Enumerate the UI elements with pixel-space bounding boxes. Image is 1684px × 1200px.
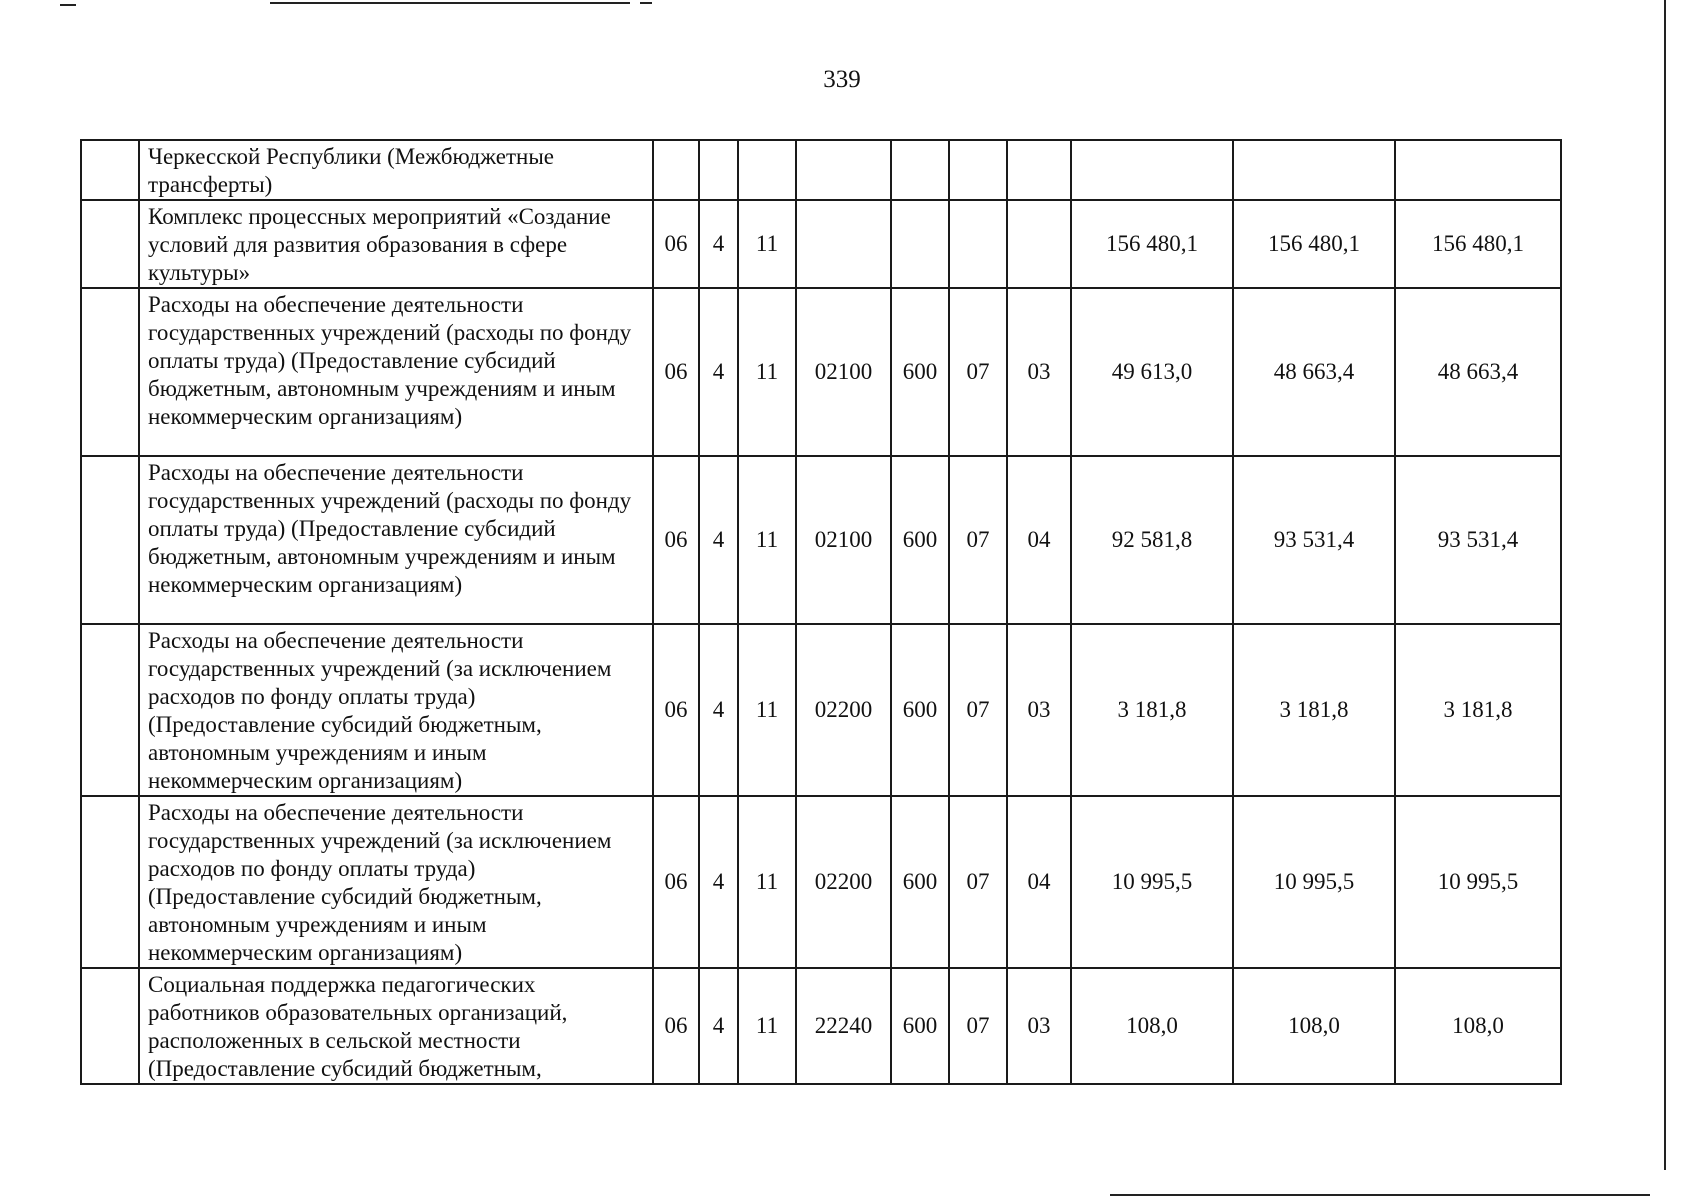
row-number-cell [81,456,139,624]
amount-year2-cell: 3 181,8 [1233,624,1395,796]
expense-name-cell: Расходы на обеспечение деятельности государственных учреждений (за исключением расходов по фонду оплаты труда) (Предоставление субсидий бюджетным, автономным учреждениям и иным некоммерческим организациям) [139,624,653,796]
amount-year3-cell: 156 480,1 [1395,200,1561,288]
expense-type-cell: 600 [891,624,949,796]
subprogram-code-cell: 11 [738,456,796,624]
division-cell [949,140,1007,200]
table-row [81,624,1561,796]
table-row [81,200,1561,288]
direction-code-cell: 02100 [796,288,891,456]
row-number-cell [81,140,139,200]
row-number-cell [81,288,139,456]
subdivision-cell [1007,140,1071,200]
amount-year3-cell: 108,0 [1395,968,1561,1084]
subprogram-code-cell: 11 [738,200,796,288]
amount-year1-cell: 92 581,8 [1071,456,1233,624]
amount-year2-cell: 93 531,4 [1233,456,1395,624]
subprogram-code-cell: 11 [738,288,796,456]
expense-name-cell: Расходы на обеспечение деятельности государственных учреждений (за исключением расходов по фонду оплаты труда) (Предоставление субсидий бюджетным, автономным учреждениям и иным некоммерческим организациям) [139,796,653,968]
subdivision-cell: 04 [1007,796,1071,968]
amount-year3-cell: 48 663,4 [1395,288,1561,456]
direction-code-cell [796,200,891,288]
section-code-cell: 06 [653,624,699,796]
scan-artifact-right-edge [1664,0,1666,1170]
program-code-cell: 4 [699,288,738,456]
amount-year2-cell [1233,140,1395,200]
amount-year3-cell: 3 181,8 [1395,624,1561,796]
division-cell: 07 [949,456,1007,624]
direction-code-cell: 02100 [796,456,891,624]
program-code-cell: 4 [699,796,738,968]
division-cell: 07 [949,288,1007,456]
expense-type-cell: 600 [891,968,949,1084]
subprogram-code-cell: 11 [738,624,796,796]
amount-year1-cell: 108,0 [1071,968,1233,1084]
section-code-cell: 06 [653,968,699,1084]
amount-year1-cell: 49 613,0 [1071,288,1233,456]
program-code-cell: 4 [699,624,738,796]
expense-name-cell: Расходы на обеспечение деятельности государственных учреждений (расходы по фонду оплаты труда) (Предоставление субсидий бюджетным, автономным учреждениям и иным некоммерческим организациям) [139,456,653,624]
direction-code-cell: 22240 [796,968,891,1084]
subdivision-cell: 03 [1007,624,1071,796]
expense-type-cell: 600 [891,288,949,456]
division-cell: 07 [949,796,1007,968]
division-cell [949,200,1007,288]
amount-year1-cell [1071,140,1233,200]
subprogram-code-cell [738,140,796,200]
table-row [81,456,1561,624]
subprogram-code-cell: 11 [738,796,796,968]
amount-year3-cell: 10 995,5 [1395,796,1561,968]
expense-name-cell: Социальная поддержка педагогических работников образовательных организаций, расположенных в сельской местности (Предоставление субсидий бюджетным, [139,968,653,1084]
direction-code-cell: 02200 [796,624,891,796]
expense-type-cell: 600 [891,456,949,624]
program-code-cell: 4 [699,968,738,1084]
subdivision-cell: 03 [1007,968,1071,1084]
subdivision-cell [1007,200,1071,288]
amount-year1-cell: 156 480,1 [1071,200,1233,288]
page-number: 339 [823,66,861,93]
expense-type-cell: 600 [891,796,949,968]
amount-year3-cell [1395,140,1561,200]
division-cell: 07 [949,624,1007,796]
amount-year2-cell: 108,0 [1233,968,1395,1084]
budget-table [80,139,1562,1085]
amount-year3-cell: 93 531,4 [1395,456,1561,624]
section-code-cell: 06 [653,288,699,456]
amount-year2-cell: 10 995,5 [1233,796,1395,968]
scan-artifact-top-line [640,2,652,4]
subprogram-code-cell: 11 [738,968,796,1084]
subdivision-cell: 04 [1007,456,1071,624]
scan-artifact-top-line [270,2,630,4]
row-number-cell [81,624,139,796]
amount-year2-cell: 156 480,1 [1233,200,1395,288]
expense-name-cell: Расходы на обеспечение деятельности государственных учреждений (расходы по фонду оплаты труда) (Предоставление субсидий бюджетным, автономным учреждениям и иным некоммерческим организациям) [139,288,653,456]
amount-year1-cell: 3 181,8 [1071,624,1233,796]
program-code-cell: 4 [699,456,738,624]
table-row [81,140,1561,200]
table-row [81,796,1561,968]
row-number-cell [81,796,139,968]
amount-year1-cell: 10 995,5 [1071,796,1233,968]
expense-type-cell [891,200,949,288]
section-code-cell: 06 [653,456,699,624]
table-row [81,968,1561,1084]
subdivision-cell: 03 [1007,288,1071,456]
division-cell: 07 [949,968,1007,1084]
scan-artifact-bottom-line [1110,1194,1650,1196]
program-code-cell [699,140,738,200]
section-code-cell: 06 [653,796,699,968]
amount-year2-cell: 48 663,4 [1233,288,1395,456]
direction-code-cell [796,140,891,200]
section-code-cell: 06 [653,200,699,288]
expense-name-cell: Комплекс процессных мероприятий «Создание условий для развития образования в сфере культуры» [139,200,653,288]
scan-artifact-top-line [60,4,76,6]
section-code-cell [653,140,699,200]
direction-code-cell: 02200 [796,796,891,968]
expense-type-cell [891,140,949,200]
table-row [81,288,1561,456]
row-number-cell [81,968,139,1084]
expense-name-cell: Черкесской Республики (Межбюджетные трансферты) [139,140,653,200]
program-code-cell: 4 [699,200,738,288]
row-number-cell [81,200,139,288]
